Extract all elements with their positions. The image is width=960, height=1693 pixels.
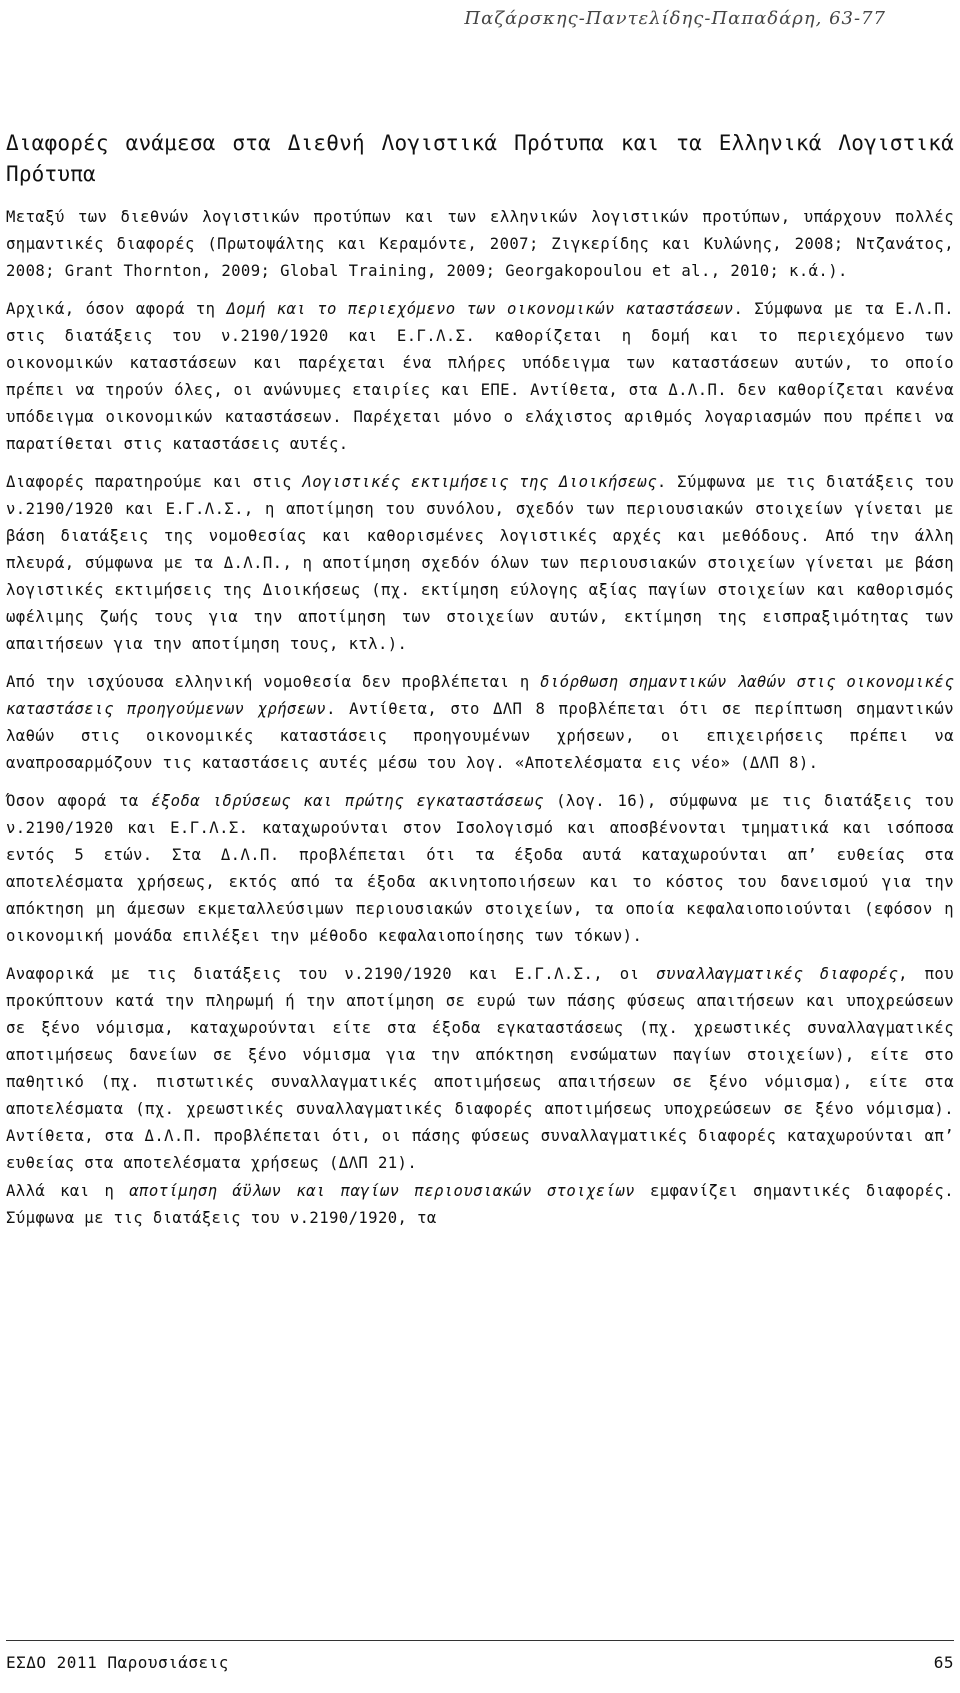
text-run: Αρχικά, όσον αφορά τη (6, 300, 227, 318)
article-body (6, 128, 954, 1243)
page-number: 65 (933, 1653, 954, 1672)
paragraph-intro: Μεταξύ των διεθνών λογιστικών προτύπων και των ελληνικών λογιστικών προτύπων, υπάρχουν πολλές σημαντικές διαφορές (Πρωτοψάλτης και Κεραμόντε, 2007; Ζιγκερίδης και Κυλώνης, 2008; Ντζανάτος, 2008; Grant Thornton, 2009; Global Training, 2009; Georgakopoulou et al., 2010; κ.ά.). (6, 208, 954, 280)
paragraph-error-correction (6, 669, 954, 777)
emphasis-term: Δομή και το περιεχόμενο των οικονομικών καταστάσεων (226, 300, 734, 318)
emphasis-term: αποτίμηση άϋλων και παγίων περιουσιακών στοιχείων (129, 1182, 635, 1200)
text-run: Όσον αφορά τα (6, 792, 152, 810)
text-run: , που προκύπτουν κατά την πληρωμή ή την αποτίμηση σε ευρώ των πάσης φύσεως απαιτήσεων και υποχρεώσεων σε ξένο νόμισμα, καταχωρούνται είτε στα έξοδα εγκαταστάσεως (πχ. χρεωστικές συναλλαγματικές αποτιμήσεως δανείων σε ξένο νόμισμα για την απόκτηση ενσώματων παγίων στοιχείων), είτε στο παθητικό (πχ. πιστωτικές συναλλαγματικές αποτιμήσεως απαιτήσεων σε ξένο νόμισμα), είτε στα αποτελέσματα (πχ. χρεωστικές συναλλαγματικές διαφορές αποτιμήσεως υποχρεώσεων σε ξένο νόμισμα). Αντίθετα, στα Δ.Λ.Π. προβλέπεται ότι, οι πάσης φύσεως συναλλαγματικές διαφορές καταχωρούνται απ’ ευθείας στα αποτελέσματα χρήσεως (ΔΛΠ 21). (6, 965, 954, 1172)
emphasis-term: διόρθωση σημαντικών λαθών στις οικονομικές καταστάσεις προηγούμενων χρήσεων (6, 673, 954, 718)
text-run: Αλλά και η (6, 1182, 130, 1200)
text-run: (λογ. 16), σύμφωνα με τις διατάξεις του ν.2190/1920 και Ε.Γ.Λ.Σ. καταχωρούνται στον Ισολογισμό και αποσβένονται τμηματικά και ισόποσα εντός 5 ετών. Στα Δ.Λ.Π. προβλέπεται ότι τα έξοδα αυτά καταχωρούνται απ’ ευθείας στα αποτελέσματα χρήσεως, εκτός από τα έξοδα ακινητοποιήσεων και το κόστος του δανεισμού για την απόκτηση μη άμεσων εκμεταλλεύσιμων περιουσιακών στοιχείων, τα οποία κεφαλαιοποιούνται (εφόσον η οικονομική μονάδα επιλέξει την μέθοδο κεφαλαιοποίησης των τόκων). (6, 792, 954, 945)
text-run: εμφανίζει σημαντικές διαφορές. Σύμφωνα με τις διατάξεις του ν.2190/1920, τα (6, 1182, 955, 1227)
emphasis-term: έξοδα ιδρύσεως και πρώτης εγκαταστάσεως (151, 792, 544, 810)
text-run: Αναφορικά με τις διατάξεις του ν.2190/1920 και Ε.Γ.Λ.Σ., οι (6, 965, 657, 983)
paragraph-asset-valuation (6, 1178, 954, 1232)
text-run: Διαφορές παρατηρούμε και στις (6, 473, 303, 491)
paragraph-accounting-estimates (6, 469, 954, 658)
running-head: Παζάρσκης-Παντελίδης-Παπαδάρη, 63-77 (464, 8, 886, 29)
section-title: Διαφορές ανάμεσα στα Διεθνή Λογιστικά Πρότυπα και τα Ελληνικά Λογιστικά Πρότυπα (6, 131, 954, 186)
paragraph-exchange-differences (6, 961, 954, 1177)
text-run: Από την ισχύουσα ελληνική νομοθεσία δεν προβλέπεται η (6, 673, 541, 691)
page-footer (6, 1640, 954, 1672)
footer-source: ΕΣΔΟ 2011 Παρουσιάσεις (6, 1653, 229, 1672)
text-run: . Σύμφωνα με τις διατάξεις του ν.2190/1920 και Ε.Γ.Λ.Σ., η αποτίμηση του συνόλου, σχεδόν των περιουσιακών στοιχείων γίνεται με βάση διατάξεις της νομοθεσίας και καθορισμένες λογιστικές αρχές και μεθόδους. Από την άλλη πλευρά, σύμφωνα με τα Δ.Λ.Π., η αποτίμηση σχεδόν όλων των περιουσιακών στοιχείων γίνεται με βάση λογιστικές εκτιμήσεις της Διοικήσεως (πχ. εκτίμηση εύλογης αξίας παγίων στοιχείων και καθορισμός ωφέλιμης ζωής τους για την αποτίμηση των στοιχείων αυτών, εκτίμηση της εισπραξιμότητας των απαιτήσεων για την αποτίμηση τους, κτλ.). (6, 473, 954, 653)
emphasis-term: συναλλαγματικές διαφορές (656, 965, 899, 983)
paragraph-structure-content (6, 296, 954, 458)
emphasis-term: Λογιστικές εκτιμήσεις της Διοικήσεως (302, 473, 657, 491)
text-run: . Σύμφωνα με τα Ε.Λ.Π. στις διατάξεις του ν.2190/1920 και Ε.Γ.Λ.Σ. καθορίζεται η δομή και το περιεχόμενο των οικονομικών καταστάσεων και παρέχεται ένα πλήρες υπόδειγμα των καταστάσεων αυτών, το οποίο πρέπει να τηρούν όλες, οι ανώνυμες εταιρίες και ΕΠΕ. Αντίθετα, στα Δ.Λ.Π. δεν καθορίζεται κανένα υπόδειγμα οικονομικών καταστάσεων. Παρέχεται μόνο ο ελάχιστος αριθμός λογαριασμών που πρέπει να παρατίθεται στις καταστάσεις αυτές. (6, 300, 954, 453)
paragraph-formation-expenses (6, 788, 954, 950)
text-run: . Αντίθετα, στο ΔΛΠ 8 προβλέπεται ότι σε περίπτωση σημαντικών λαθών στις οικονομικές καταστάσεις προηγουμένων χρήσεων, οι επιχειρήσεις πρέπει να αναπροσαρμόζουν τις καταστάσεις αυτές μέσω του λογ. «Αποτελέσματα εις νέο» (ΔΛΠ 8). (6, 700, 954, 772)
